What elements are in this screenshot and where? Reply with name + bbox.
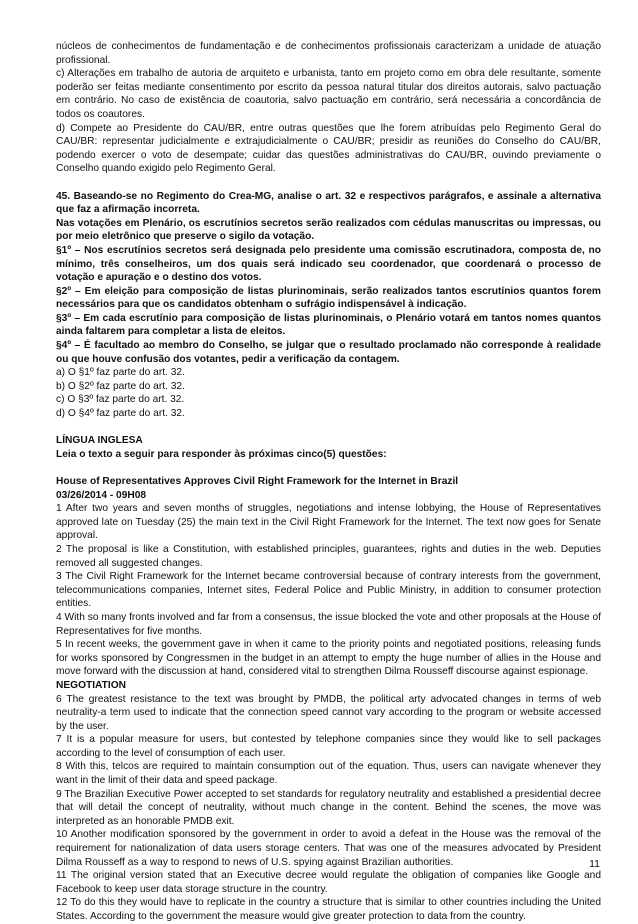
article-paragraph-4: 4 With so many fronts involved and far from a consensus, the issue blocked the vote and other proposals at the House of Representatives for five months.: [56, 611, 601, 637]
spacer: [56, 461, 601, 475]
article-subheading: NEGOTIATION: [56, 679, 126, 691]
paragraph-1: §1º – Nos escrutínios secretos será designada pelo presidente uma comissão escrutinadora, composta de, no mínimo, três conselheiros, um dos quais será indicado seu coordenador, que coordenará o processo de votação e apuração e o destino dos votos.: [56, 244, 601, 284]
article-paragraph-3: 3 The Civil Right Framework for the Internet became controversial because of contrary interests from the government, telecommunications companies, Internet sites, Federal Police and Public Ministry, in addition to consumer protection entities.: [56, 571, 601, 610]
article-paragraph-9: 9 The Brazilian Executive Power accepted to set standards for regulatory neutrality and established a presidential decree that will detail the concept of neutrality, without much change in the content. Behind the scenes, the move was interpreted as an honorable PMDB exit.: [56, 788, 601, 827]
page-number: 11: [589, 858, 600, 870]
option-d-paragraph: d) Compete ao Presidente do CAU/BR, entre outras questões que lhe forem atribuídas pelo Regimento Geral do CAU/BR: representar judicialmente e extrajudicialmente o CAU/BR; presidir as reuniões do Conselho do CAU/BR, podendo exercer o voto de desempate; cuidar das questões administrativas do CAU/BR, ouvindo previamente o Conselho quando exigido pelo Regimento Geral.: [56, 122, 601, 175]
intro-section: [56, 40, 601, 176]
paragraph-4: §4º – É facultado ao membro do Conselho, se julgar que o resultado proclamado não corresponde à realidade ou que houve confusão dos votantes, pedir a verificação da contagem.: [56, 340, 601, 365]
english-section: [56, 434, 601, 923]
article-paragraph-10: 10 Another modification sponsored by the government in order to avoid a defeat in the House was the removal of the requirement for nationalization of data users storage centers. That was one of the measures advocated by President Dilma Rousseff as a way to respond to news of U.S. spying against Brazilian authorities.: [56, 829, 601, 868]
option-a: a) O §1º faz parte do art. 32.: [56, 367, 185, 379]
article-paragraph-8: 8 With this, telcos are required to maintain consumption out of the equation. Thus, users can navigate whenever they want in the limit of their data and speed package.: [56, 761, 601, 787]
option-d: d) O §4º faz parte do art. 32.: [56, 408, 185, 420]
article-paragraph-2: 2 The proposal is like a Constitution, with established principles, guarantees, rights and duties in the web. Deputies removed all suggested changes.: [56, 543, 601, 569]
spacer: [56, 176, 601, 190]
option-c: c) O §3º faz parte do art. 32.: [56, 394, 185, 406]
article-paragraph-6: 6 The greatest resistance to the text was brought by PMDB, the political arty advocated changes in terms of web neutrality-a term used to indicate that the connection speed cannot vary according to the program or website accessed by the user.: [56, 693, 601, 732]
instruction: Leia o texto a seguir para responder às próximas cinco(5) questões:: [56, 448, 387, 460]
article-title: House of Representatives Approves Civil Right Framework for the Internet in Brazil: [56, 476, 459, 487]
option-b: b) O §2º faz parte do art. 32.: [56, 380, 185, 392]
question-45: [56, 190, 601, 421]
article-text: Nas votações em Plenário, os escrutínios secretos serão realizados com cédulas manuscritas ou impressas, ou por meio eletrônico que preserve o sigilo da votação.: [56, 217, 601, 243]
article-paragraph-1: 1 After two years and seven months of struggles, negotiations and intense lobbying, the House of Representatives approved late on Tuesday (25) the main text in the Civil Right Framework for the Internet. The text now goes for Senate approval.: [56, 503, 601, 542]
paragraph-2: §2º – Em eleição para composição de listas plurinominais, serão realizados tantos escrutínios quantos forem necessários para que os candidatos obtenham o sufrágio indispensável à indicação.: [56, 285, 601, 311]
article-paragraph-11: 11 The original version stated that an Executive decree would regulate the obligation of companies like Google and Facebook to keep user data storage structure in the country.: [56, 870, 601, 895]
intro-paragraph: núcleos de conhecimentos de fundamentação e de conhecimentos profissionais caracterizam a unidade de atuação profissional.: [56, 41, 601, 66]
article-paragraph-7: 7 It is a popular measure for users, but contested by telephone companies since they would like to sell packages according to the level of consumption of each user.: [56, 734, 601, 759]
option-c-paragraph: c) Alterações em trabalho de autoria de arquiteto e urbanista, tanto em projeto como em obra dele resultante, somente poderão ser feitas mediante consentimento por escrito da pessoa natural titular dos direitos autorais, salvo pactuação em contrário. No caso de existência de coautoria, salvo pactuação em contrário, será necessária a concordância de todos os coautores.: [56, 68, 601, 120]
question-stem: 45. Baseando-se no Regimento do Crea-MG, analise o art. 32 e respectivos parágrafos, e assinale a alternativa que faz a afirmação incorreta.: [56, 190, 601, 216]
spacer: [56, 421, 601, 435]
paragraph-3: §3º – Em cada escrutínio para composição de listas plurinominais, o Plenário votará em tantos nomes quantos ainda faltarem para completar a lista de eleitos.: [56, 312, 601, 338]
section-title: LÍNGUA INGLESA: [56, 435, 143, 447]
article-paragraph-12: 12 To do this they would have to replicate in the country a structure that is similar to other countries including the United States. According to the government the measure would give greater protection to data from the country.: [56, 897, 601, 922]
article-dateline: 03/26/2014 - 09H08: [56, 489, 147, 501]
article-paragraph-5: 5 In recent weeks, the government gave in when it came to the priority points and negotiated positions, releasing funds for works sponsored by Congressmen in the budget in an attempt to empty the huge number of allies in the House and move forward with the discussion at hand, considered vital to strengthen Dilma Rousseff discourse against espionage.: [56, 639, 601, 678]
